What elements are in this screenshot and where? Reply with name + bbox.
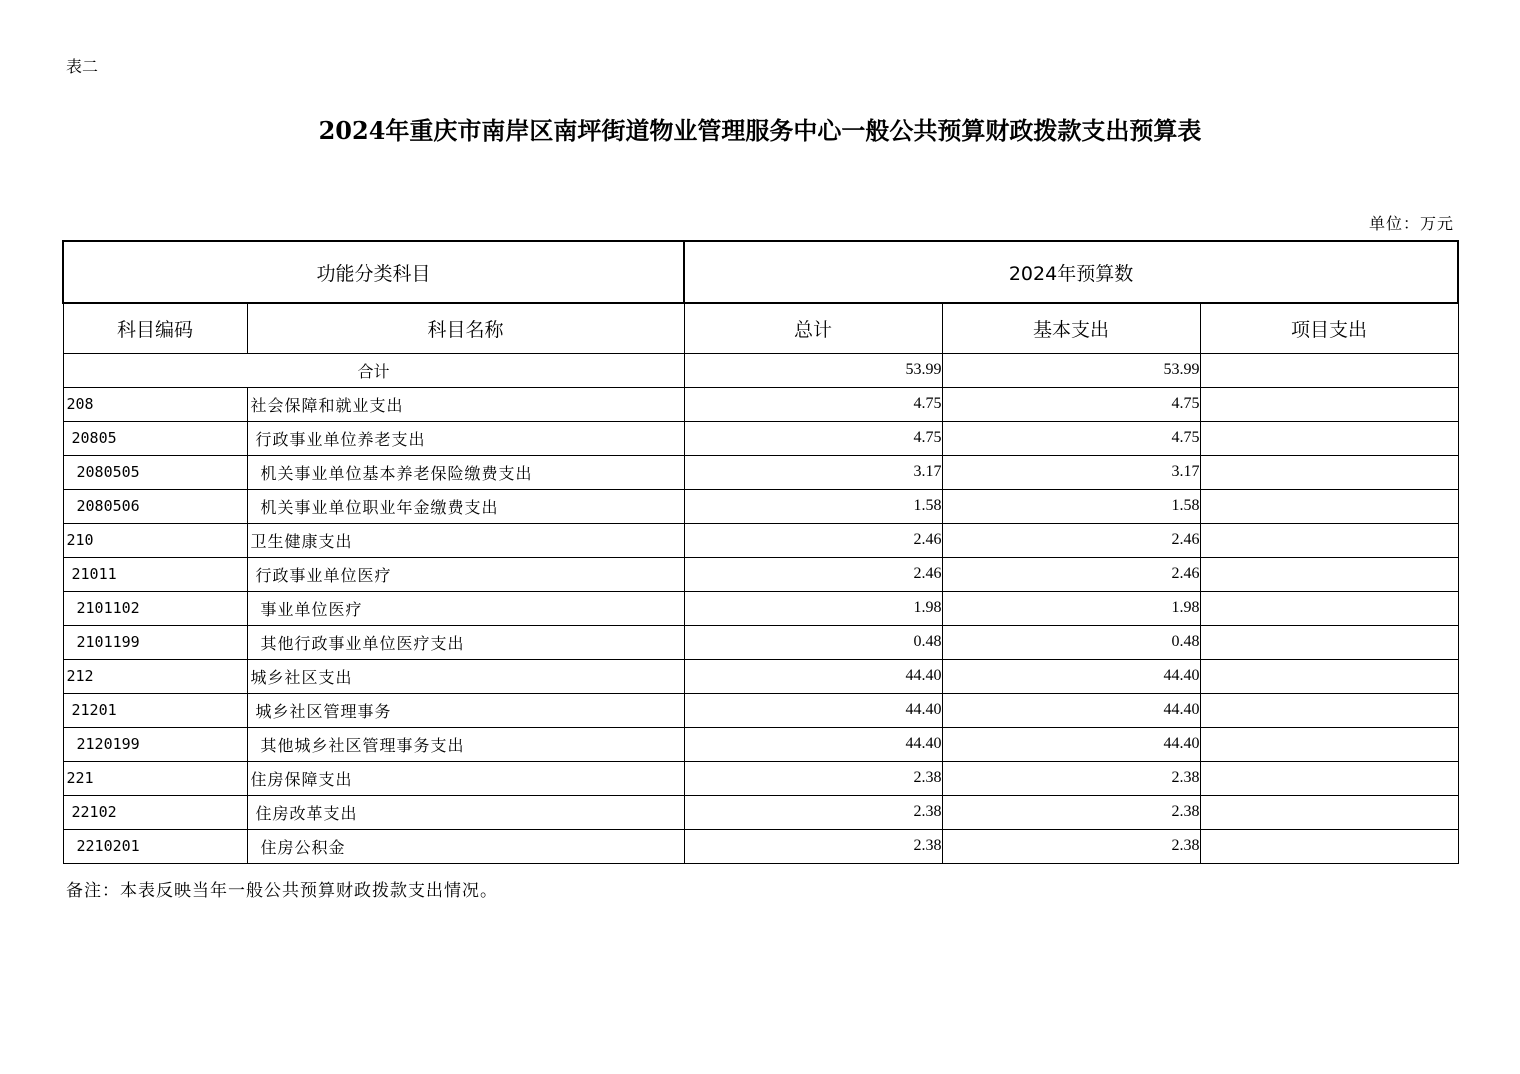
row-total: 2.46 [684,557,942,591]
table-row [63,591,1458,625]
row-code: 2101199 [63,625,247,659]
row-name: 住房改革支出 [247,795,684,829]
unit-label: 单位：万元 [1368,214,1454,233]
row-project [1200,727,1458,761]
row-code: 221 [63,761,247,795]
table-row [63,421,1458,455]
header-project: 项目支出 [1200,303,1458,353]
table-row [63,557,1458,591]
row-project [1200,557,1458,591]
header-function-category: 功能分类科目 [63,241,684,303]
table-row [63,455,1458,489]
row-project [1200,659,1458,693]
row-name: 行政事业单位养老支出 [247,421,684,455]
row-project [1200,761,1458,795]
table-row [63,795,1458,829]
table-row [63,489,1458,523]
header-name: 科目名称 [247,303,684,353]
row-name: 其他城乡社区管理事务支出 [247,727,684,761]
row-project [1200,387,1458,421]
row-basic: 2.38 [942,829,1200,863]
row-code: 2210201 [63,829,247,863]
total-row-basic: 53.99 [942,353,1200,387]
row-name: 住房公积金 [247,829,684,863]
row-basic: 4.75 [942,421,1200,455]
row-total: 44.40 [684,727,942,761]
header-basic: 基本支出 [942,303,1200,353]
row-total: 44.40 [684,693,942,727]
row-project [1200,829,1458,863]
table-row [63,625,1458,659]
row-total: 4.75 [684,421,942,455]
row-name: 其他行政事业单位医疗支出 [247,625,684,659]
row-total: 3.17 [684,455,942,489]
table-row [63,727,1458,761]
row-code: 21201 [63,693,247,727]
table-body [63,353,1458,863]
row-name: 卫生健康支出 [247,523,684,557]
row-total: 44.40 [684,659,942,693]
row-basic: 2.38 [942,795,1200,829]
row-total: 1.98 [684,591,942,625]
row-name: 住房保障支出 [247,761,684,795]
row-code: 210 [63,523,247,557]
header-code: 科目编码 [63,303,247,353]
row-total: 2.38 [684,761,942,795]
row-basic: 1.58 [942,489,1200,523]
row-total: 1.58 [684,489,942,523]
row-project [1200,795,1458,829]
row-basic: 4.75 [942,387,1200,421]
document-title: 2024年重庆市南岸区南坪街道物业管理服务中心一般公共预算财政拨款支出预算表 [318,116,1202,145]
row-basic: 2.46 [942,523,1200,557]
row-project [1200,591,1458,625]
total-row [63,353,1458,387]
row-total: 4.75 [684,387,942,421]
row-name: 事业单位医疗 [247,591,684,625]
row-basic: 44.40 [942,659,1200,693]
row-project [1200,421,1458,455]
table-row [63,761,1458,795]
row-basic: 0.48 [942,625,1200,659]
table-label: 表二 [66,57,99,76]
row-project [1200,489,1458,523]
row-code: 2080505 [63,455,247,489]
row-basic: 3.17 [942,455,1200,489]
row-code: 208 [63,387,247,421]
total-row-total: 53.99 [684,353,942,387]
row-project [1200,523,1458,557]
row-project [1200,625,1458,659]
row-code: 21011 [63,557,247,591]
header-total: 总计 [684,303,942,353]
total-label: 合计 [63,353,684,387]
budget-table [62,240,1459,864]
table-row [63,523,1458,557]
row-name: 社会保障和就业支出 [247,387,684,421]
total-row-project [1200,353,1458,387]
row-code: 2080506 [63,489,247,523]
row-code: 2101102 [63,591,247,625]
row-basic: 2.38 [942,761,1200,795]
row-basic: 1.98 [942,591,1200,625]
row-total: 0.48 [684,625,942,659]
row-name: 城乡社区管理事务 [247,693,684,727]
table-row [63,659,1458,693]
row-name: 机关事业单位职业年金缴费支出 [247,489,684,523]
row-basic: 44.40 [942,693,1200,727]
row-basic: 44.40 [942,727,1200,761]
row-total: 2.38 [684,829,942,863]
row-total: 2.46 [684,523,942,557]
row-code: 2120199 [63,727,247,761]
row-name: 机关事业单位基本养老保险缴费支出 [247,455,684,489]
table-row [63,693,1458,727]
row-basic: 2.46 [942,557,1200,591]
row-project [1200,455,1458,489]
row-code: 22102 [63,795,247,829]
header-budget-year: 2024年预算数 [684,241,1458,303]
table-row [63,387,1458,421]
row-project [1200,693,1458,727]
row-code: 20805 [63,421,247,455]
row-code: 212 [63,659,247,693]
row-name: 城乡社区支出 [247,659,684,693]
table-row [63,829,1458,863]
row-total: 2.38 [684,795,942,829]
footnote: 备注：本表反映当年一般公共预算财政拨款支出情况。 [66,881,498,901]
row-name: 行政事业单位医疗 [247,557,684,591]
